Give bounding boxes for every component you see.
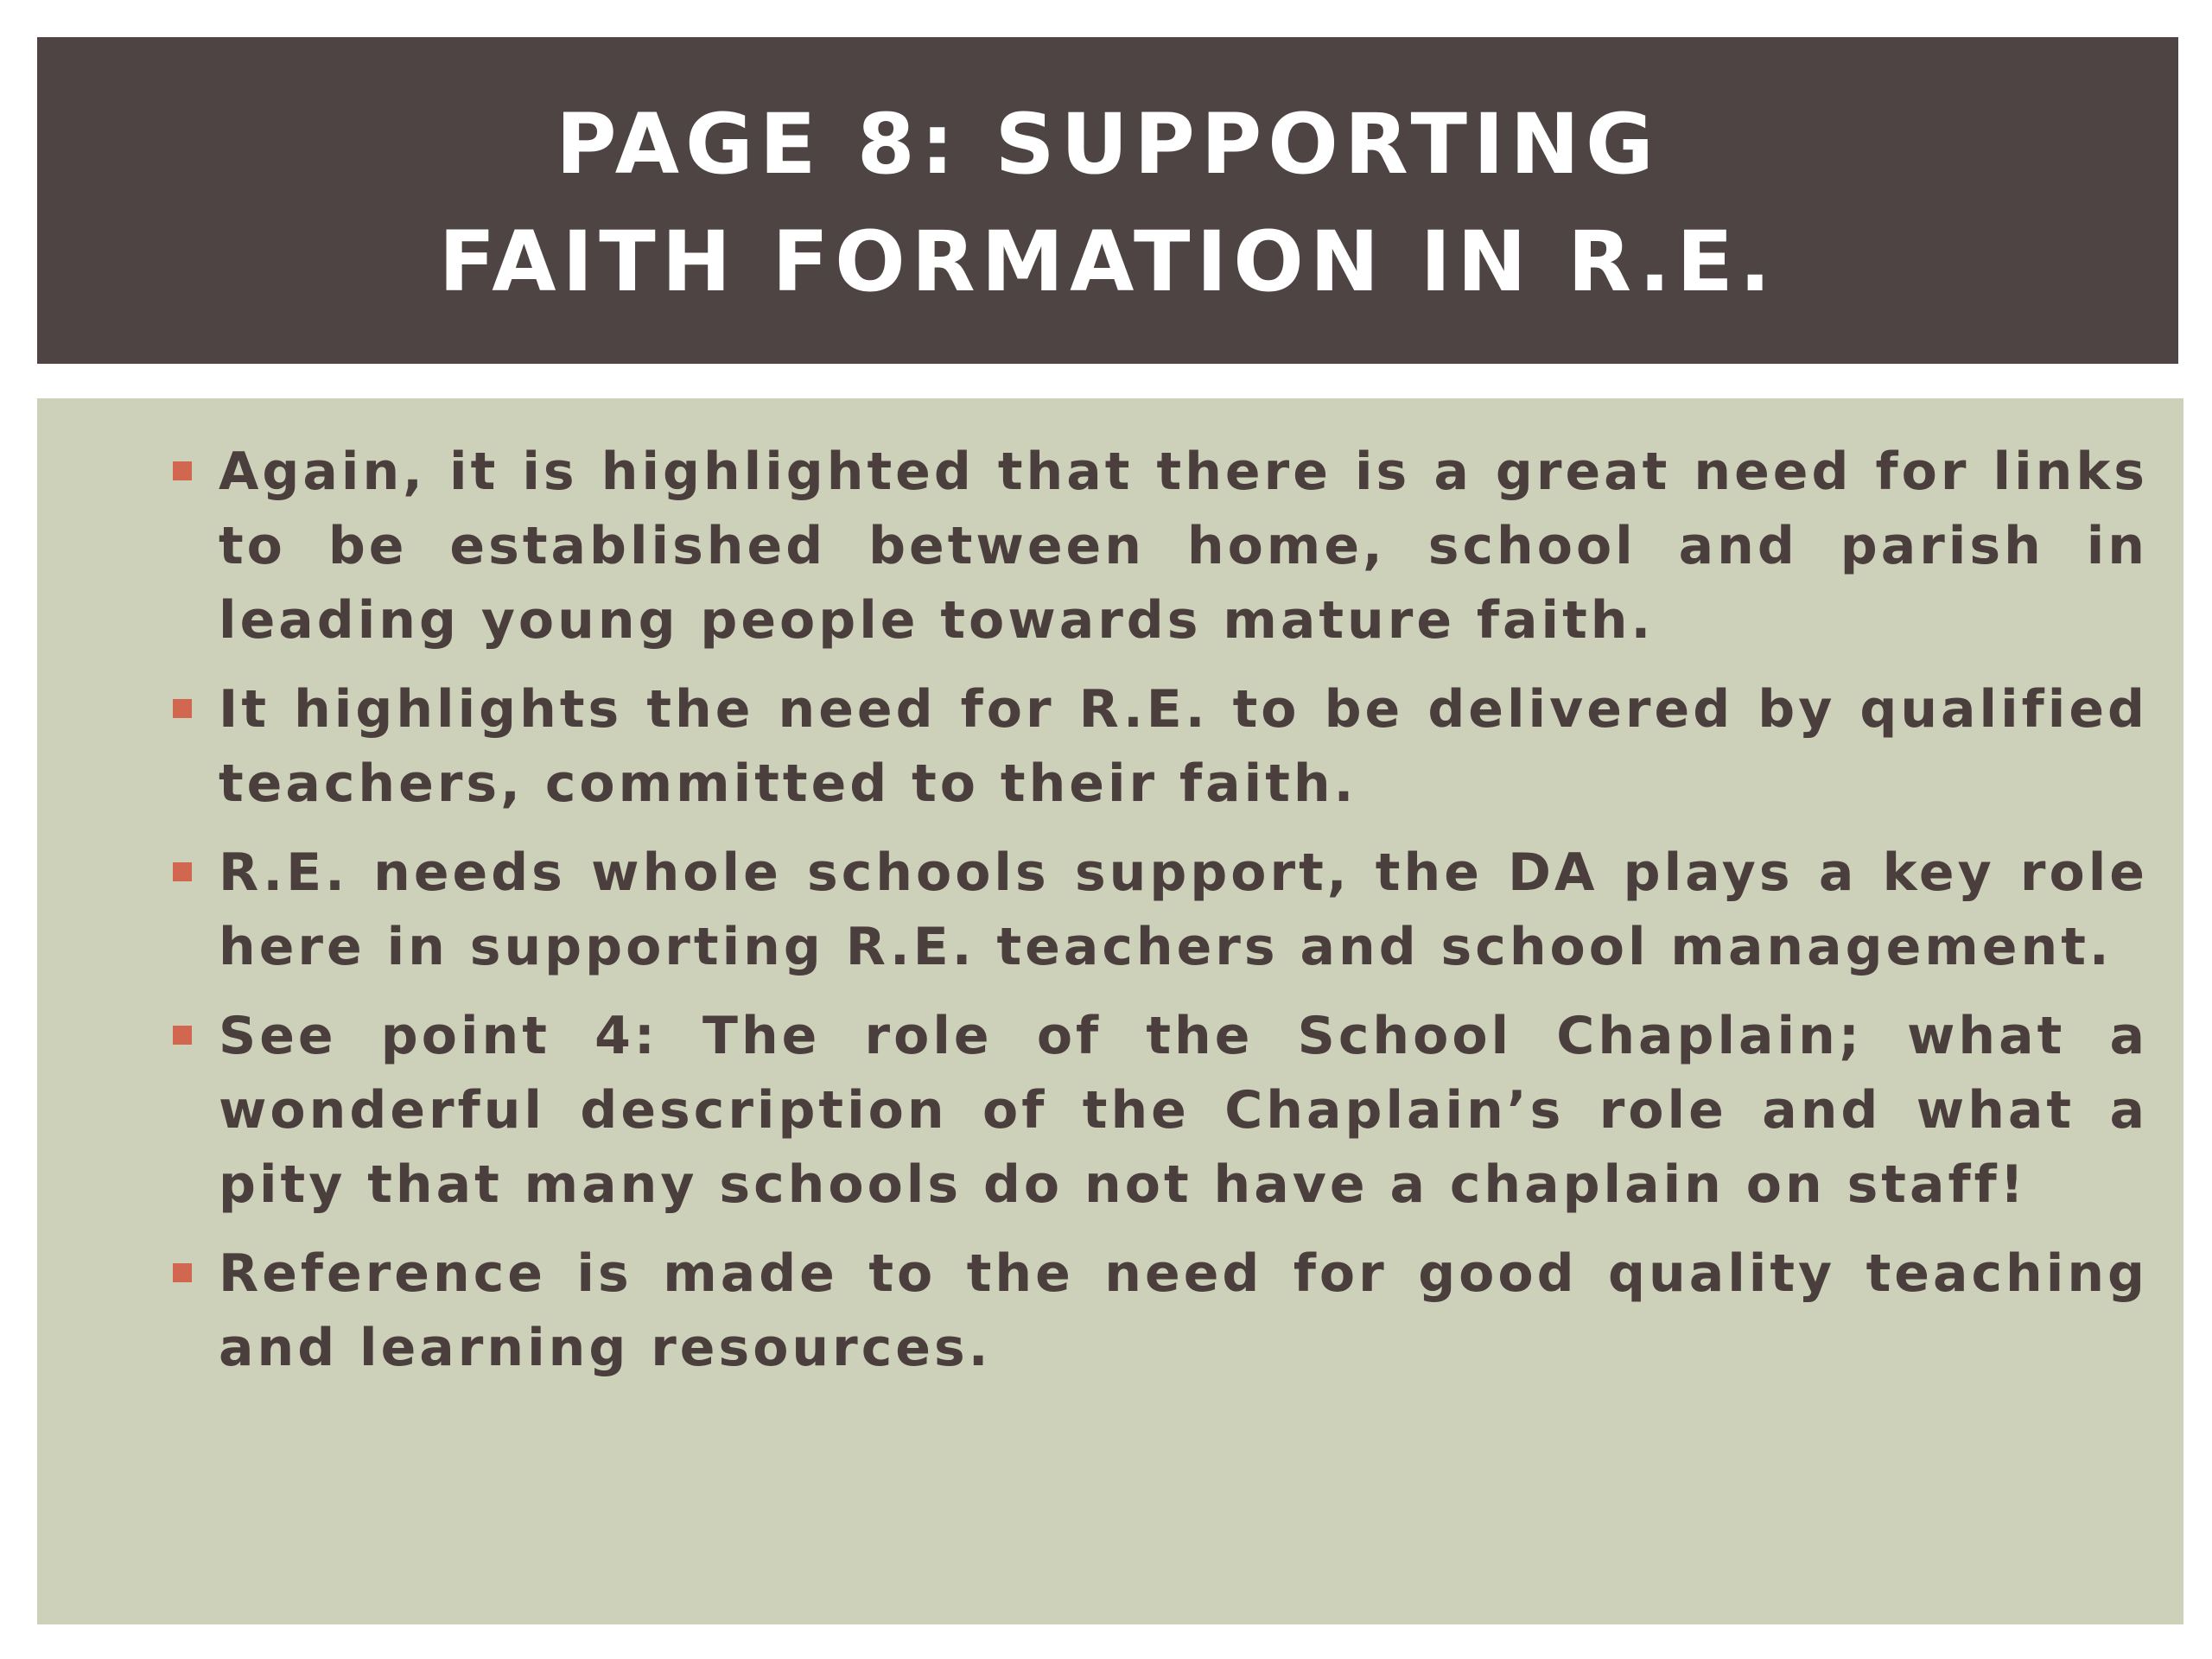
square-bullet-icon (173, 699, 192, 718)
bullet-text: Again, it is highlighted that there is a great need for links to be established between home, school and parish in leading young people towards mature faith. (219, 442, 2148, 651)
bullet-text: Reference is made to the need for good quality teaching and learning resources. (219, 1243, 2148, 1378)
slide-title-line-2: FAITH FORMATION IN R.E. (438, 213, 1777, 310)
slide-title-line-1: PAGE 8: SUPPORTING (556, 96, 1660, 193)
bullet-item-1 (130, 435, 2148, 658)
bullet-item-3 (130, 836, 2148, 984)
bullet-text: See point 4: The role of the School Chaplain; what a wonderful description of the Chaplain’s role and what a pity that many schools do not have a chaplain on staff! (219, 1006, 2148, 1215)
bullet-list (130, 435, 2148, 1400)
content-panel (37, 398, 2183, 1624)
bullet-item-4 (130, 999, 2148, 1222)
title-bar (37, 37, 2178, 364)
bullet-text: It highlights the need for R.E. to be delivered by qualified teachers, committed to their faith. (219, 679, 2148, 814)
square-bullet-icon (173, 862, 192, 881)
square-bullet-icon (173, 461, 192, 480)
bullet-text: R.E. needs whole schools support, the DA plays a key role here in supporting R.E. teachers and school management. (219, 842, 2148, 977)
slide-title (439, 80, 1777, 321)
square-bullet-icon (173, 1263, 192, 1282)
bullet-item-5 (130, 1236, 2148, 1385)
square-bullet-icon (173, 1026, 192, 1045)
bullet-item-2 (130, 672, 2148, 821)
